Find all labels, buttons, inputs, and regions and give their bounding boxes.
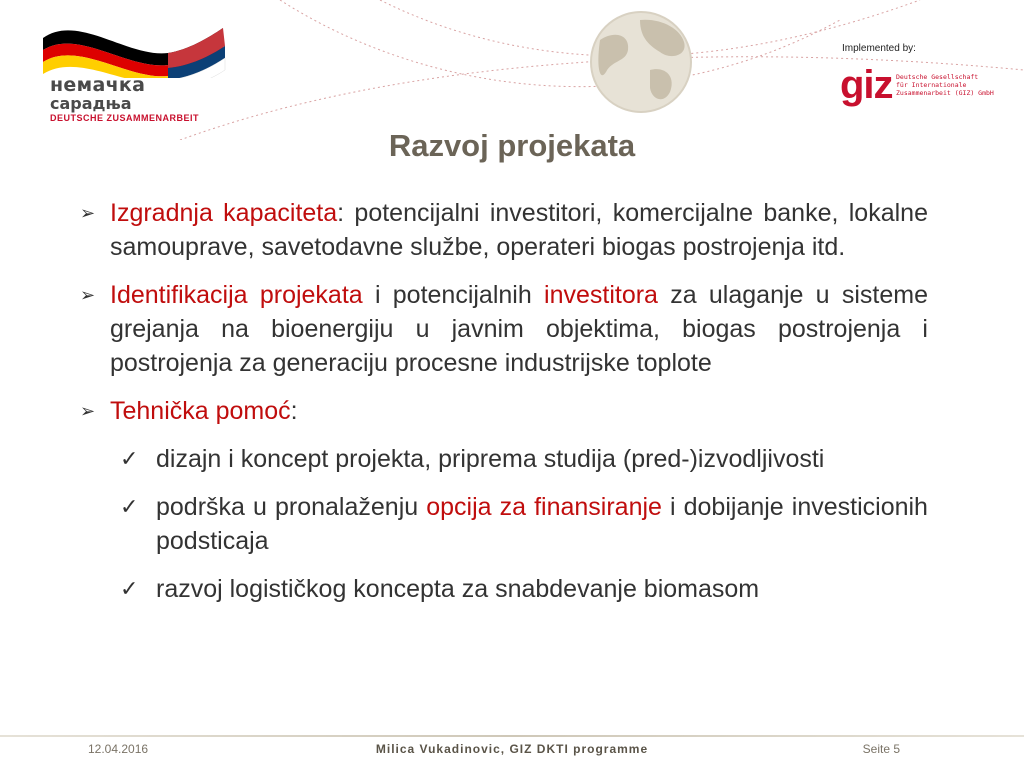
arrow-bullet-icon: ➢	[80, 401, 96, 421]
logo-line-2: сарадња	[50, 94, 132, 113]
giz-mark: giz	[840, 63, 893, 107]
footer-divider	[0, 735, 1024, 737]
checkmark-icon: ✓	[120, 446, 139, 471]
slide-content	[80, 196, 928, 620]
bullet-highlight: Tehnička pomoć	[110, 397, 291, 425]
checkmark-icon: ✓	[120, 576, 139, 601]
arrow-bullet-icon: ➢	[80, 285, 96, 305]
subitem-text: i dobijanje investicionih podsticaja	[156, 493, 928, 555]
footer-page-number: Seite 5	[862, 742, 900, 756]
bullet-project-identification	[80, 278, 928, 380]
bullet-text: :	[290, 397, 298, 425]
bullet-text: za ulaganje u sisteme grejanja na bioenergiju u javnim objektima, biogas postrojenja i postrojenja za generaciju procesne industrijske toplote	[110, 281, 928, 377]
bullet-highlight: Izgradnja kapaciteta	[110, 199, 338, 227]
slide-title: Razvoj projekata	[388, 128, 636, 163]
giz-logo	[840, 63, 1000, 107]
logo-line-1: немачка	[50, 74, 146, 96]
footer-date: 12.04.2016	[88, 742, 149, 756]
subitem-financing	[80, 490, 928, 558]
implemented-by-label: Implemented by:	[842, 43, 916, 54]
bullet-highlight-2: investitora	[544, 281, 658, 309]
subitem-text: podrška u pronalaženju	[156, 493, 427, 521]
subitem-text: razvoj logističkog koncepta za snabdevanje biomasom	[156, 575, 760, 603]
flag-ribbon-icon	[38, 18, 228, 78]
footer-presenter: Milica Vukadinovic, GIZ DKTI programme	[375, 742, 649, 756]
subitem-project-design	[80, 442, 928, 476]
checkmark-icon: ✓	[120, 494, 139, 519]
subitem-logistics	[80, 572, 928, 606]
bullet-highlight: Identifikacija projekata	[110, 281, 363, 309]
subitem-highlight: opcija za finansiranje	[426, 493, 662, 521]
bullet-capacity-building	[80, 196, 928, 264]
logo-line-3: DEUTSCHE ZUSAMMENARBEIT	[50, 113, 200, 123]
subitem-text: dizajn i koncept projekta, priprema studija (pred-)izvodljivosti	[156, 445, 825, 473]
globe-icon	[591, 12, 691, 112]
bullet-text: i potencijalnih	[362, 281, 545, 309]
bullet-technical-assistance	[80, 394, 928, 428]
german-cooperation-logo	[38, 18, 228, 128]
giz-text: Deutsche Gesellschaft für Internationale Zusammenarbeit (GIZ) GmbH	[896, 73, 994, 97]
bullet-text: : potencijalni investitori, komercijalne banke, lokalne samouprave, savetodavne službe, operateri biogas postrojenja itd.	[110, 199, 928, 261]
arrow-bullet-icon: ➢	[80, 203, 96, 223]
